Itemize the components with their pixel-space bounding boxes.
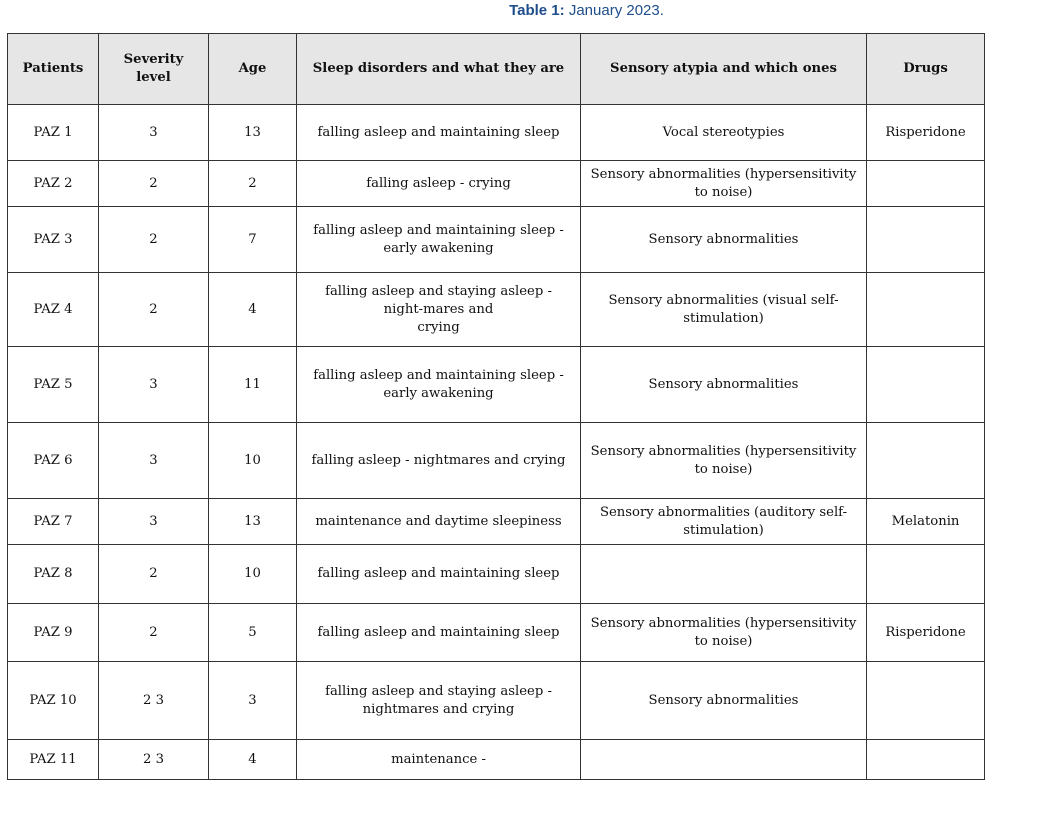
cell-sleep-disorders: maintenance and daytime sleepiness [297,499,581,545]
cell-severity: 2 [99,273,209,347]
cell-severity: 3 [99,105,209,161]
cell-age: 7 [209,207,297,273]
cell-sleep-disorders: falling asleep - crying [297,161,581,207]
cell-age: 13 [209,105,297,161]
cell-age: 10 [209,545,297,604]
header-sensory-atypia: Sensory atypia and which ones [581,34,867,105]
cell-sensory-atypia [581,545,867,604]
cell-patient: PAZ 11 [8,740,99,780]
cell-sensory-atypia: Sensory abnormalities (visual self-stimulation) [581,273,867,347]
cell-sensory-atypia: Sensory abnormalities [581,662,867,740]
caption-text: January 2023. [564,2,664,19]
cell-severity: 2 [99,161,209,207]
table-row [8,740,985,780]
header-age: Age [209,34,297,105]
cell-severity: 2 [99,207,209,273]
cell-age: 5 [209,604,297,662]
cell-sensory-atypia: Sensory abnormalities (hypersensitivity to noise) [581,161,867,207]
caption-label: Table 1: [509,2,565,19]
cell-age: 2 [209,161,297,207]
cell-patient: PAZ 7 [8,499,99,545]
cell-severity: 3 [99,423,209,499]
cell-sensory-atypia: Sensory abnormalities [581,347,867,423]
cell-patient: PAZ 4 [8,273,99,347]
header-sleep-disorders: Sleep disorders and what they are [297,34,581,105]
cell-sensory-atypia: Vocal stereotypies [581,105,867,161]
table-header-row [8,34,985,105]
cell-severity: 2 [99,545,209,604]
table-row [8,604,985,662]
header-patients: Patients [8,34,99,105]
cell-drugs: Risperidone [867,105,985,161]
cell-drugs [867,347,985,423]
cell-drugs: Melatonin [867,499,985,545]
cell-drugs [867,740,985,780]
cell-sleep-disorders: falling asleep - nightmares and crying [297,423,581,499]
cell-drugs: Risperidone [867,604,985,662]
cell-severity: 3 [99,499,209,545]
cell-patient: PAZ 10 [8,662,99,740]
cell-sensory-atypia: Sensory abnormalities (hypersensitivity to noise) [581,604,867,662]
cell-drugs [867,161,985,207]
cell-sensory-atypia: Sensory abnormalities (auditory self-stimulation) [581,499,867,545]
cell-age: 4 [209,273,297,347]
cell-age: 3 [209,662,297,740]
table-row [8,161,985,207]
cell-severity: 2 3 [99,740,209,780]
cell-patient: PAZ 9 [8,604,99,662]
cell-sleep-disorders: falling asleep and maintaining sleep [297,105,581,161]
patients-table [7,33,985,780]
cell-sleep-disorders: falling asleep and maintaining sleep [297,545,581,604]
cell-severity: 3 [99,347,209,423]
cell-sensory-atypia: Sensory abnormalities [581,207,867,273]
cell-drugs [867,662,985,740]
cell-severity: 2 [99,604,209,662]
table-row [8,347,985,423]
cell-sleep-disorders: falling asleep and maintaining sleep [297,604,581,662]
cell-age: 4 [209,740,297,780]
cell-sleep-disorders: falling asleep and maintaining sleep - early awakening [297,207,581,273]
cell-age: 10 [209,423,297,499]
cell-patient: PAZ 6 [8,423,99,499]
cell-age: 13 [209,499,297,545]
table-row [8,273,985,347]
table-row [8,545,985,604]
cell-drugs [867,273,985,347]
table-row [8,105,985,161]
cell-sleep-disorders: falling asleep and staying asleep - night-mares and crying [297,273,581,347]
cell-patient: PAZ 8 [8,545,99,604]
table-row [8,423,985,499]
table-row [8,662,985,740]
cell-patient: PAZ 1 [8,105,99,161]
cell-sleep-disorders: maintenance - [297,740,581,780]
header-drugs: Drugs [867,34,985,105]
cell-patient: PAZ 3 [8,207,99,273]
table-row [8,499,985,545]
cell-sleep-disorders: falling asleep and maintaining sleep - early awakening [297,347,581,423]
cell-age: 11 [209,347,297,423]
cell-patient: PAZ 2 [8,161,99,207]
cell-drugs [867,423,985,499]
cell-sensory-atypia [581,740,867,780]
table-row [8,207,985,273]
cell-severity: 2 3 [99,662,209,740]
header-severity-level: Severity level [99,34,209,105]
cell-drugs [867,207,985,273]
cell-sleep-disorders: falling asleep and staying asleep - nightmares and crying [297,662,581,740]
cell-sensory-atypia: Sensory abnormalities (hypersensitivity to noise) [581,423,867,499]
table-caption [0,2,1049,19]
cell-drugs [867,545,985,604]
cell-patient: PAZ 5 [8,347,99,423]
